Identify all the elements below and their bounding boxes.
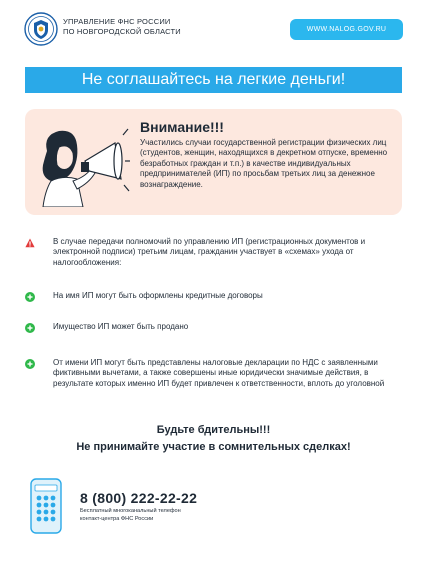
org-name bbox=[63, 17, 181, 37]
org-line-1: УПРАВЛЕНИЕ ФНС РОССИИ bbox=[63, 17, 171, 26]
plus-icon bbox=[25, 292, 35, 302]
attention-panel bbox=[25, 109, 402, 215]
org-line-2: ПО НОВГОРОДСКОЙ ОБЛАСТИ bbox=[63, 27, 181, 36]
woman-megaphone-icon bbox=[33, 121, 131, 207]
plus-icon bbox=[25, 323, 35, 333]
hotline-desc-line-1: Бесплатный многоканальный телефон bbox=[80, 508, 181, 514]
attention-text: Участились случаи государственной регистрации физических лиц (студентов, женщин, находящихся в декретном отпуске, временно безработных граждан и т.п.) в качестве индивидуальных предпринимателей (ИП) по просьбам третьих лиц за денежное вознаграждение. bbox=[140, 138, 388, 189]
warning-icon bbox=[25, 238, 35, 248]
site-link-button[interactable]: WWW.NALOG.GOV.RU bbox=[290, 19, 403, 40]
list-item-text: На имя ИП могут быть оформлены кредитные договоры bbox=[53, 291, 263, 300]
header bbox=[0, 0, 427, 60]
vigilant-line-1: Будьте бдительны!!! bbox=[156, 424, 271, 436]
attention-heading: Внимание!!! bbox=[140, 119, 224, 135]
hotline-description bbox=[80, 508, 230, 523]
hotline-phone: 8 (800) 222-22-22 bbox=[80, 490, 198, 506]
hotline-desc-line-2: контакт-центра ФНС России bbox=[80, 515, 154, 522]
page-title: Не соглашайтесь на легкие деньги! bbox=[25, 67, 402, 93]
list-item-text: В случае передачи полномочий по управлению ИП (регистрационных документов и электронной подписи) третьим лицам, гражданин участвует в «схемах» ухода от налогообложения: bbox=[53, 237, 366, 267]
list-item-text: Имущество ИП может быть продано bbox=[53, 322, 189, 331]
vigilant-line-2: Не принимайте участие в сомнительных сделках! bbox=[76, 441, 351, 453]
plus-icon bbox=[25, 359, 35, 369]
phone-icon bbox=[30, 478, 62, 534]
fns-emblem-icon bbox=[24, 12, 58, 46]
list-item-text: От имени ИП могут быть представлены налоговые декларации по НДС с заявленными фиктивными вычетами, а также совершены иные юридически значимые действия, в результате которых именно ИП будет привлечен к ответственности, вплоть до уголовной bbox=[53, 358, 385, 388]
